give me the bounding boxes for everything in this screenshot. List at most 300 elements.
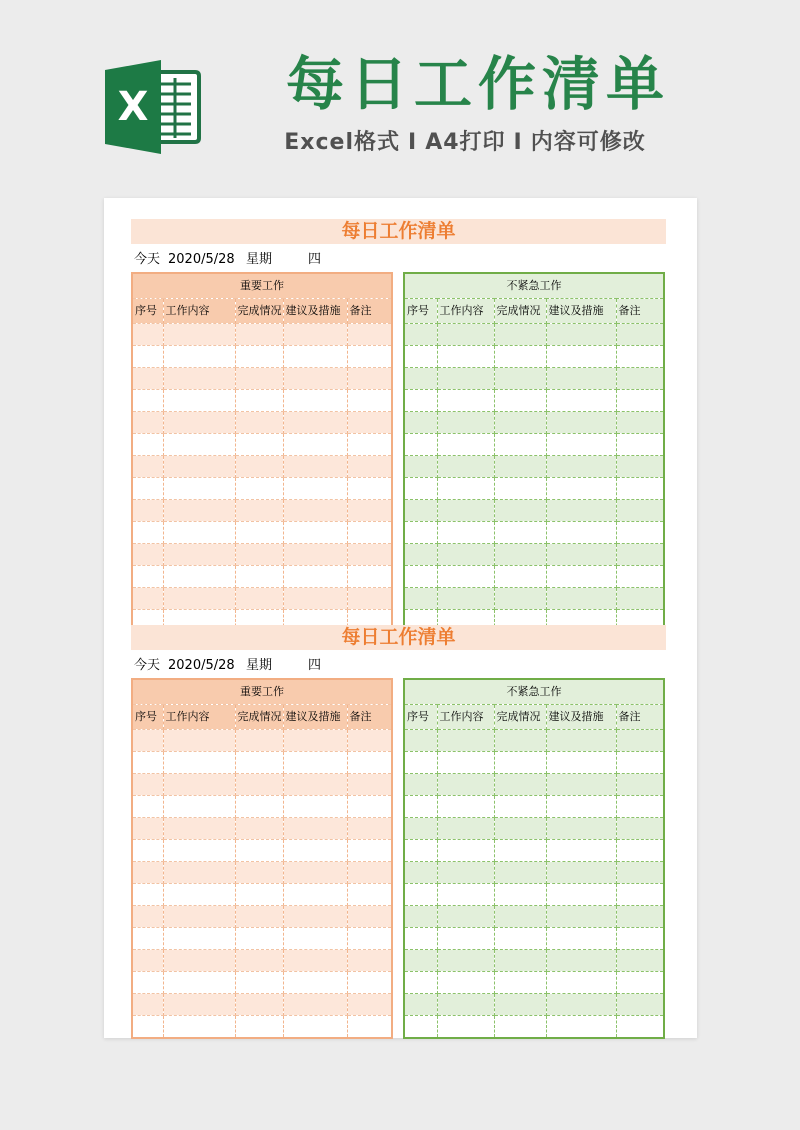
table-cell[interactable] (347, 390, 392, 412)
table-cell[interactable] (347, 566, 392, 588)
table-cell[interactable] (347, 862, 392, 884)
table-cell[interactable] (347, 522, 392, 544)
table-cell[interactable] (616, 324, 664, 346)
table-cell[interactable] (437, 774, 494, 796)
table-cell[interactable] (616, 368, 664, 390)
table-cell[interactable] (546, 500, 616, 522)
table-cell[interactable] (283, 522, 347, 544)
table-cell[interactable] (494, 950, 546, 972)
col-header-remark: 备注 (616, 705, 664, 730)
table-cell[interactable] (283, 884, 347, 906)
table-cell[interactable] (163, 862, 235, 884)
table-cell[interactable] (235, 818, 283, 840)
table-cell[interactable] (347, 752, 392, 774)
table-cell[interactable] (616, 994, 664, 1016)
table-cell[interactable] (163, 928, 235, 950)
table-cell[interactable] (616, 346, 664, 368)
table-cell[interactable] (283, 566, 347, 588)
date-label: 今天 (134, 252, 161, 267)
table-cell[interactable] (404, 478, 437, 500)
nonurgent-work-table (403, 272, 665, 633)
table-cell[interactable] (616, 972, 664, 994)
table-cell[interactable] (163, 994, 235, 1016)
table-cell[interactable] (347, 324, 392, 346)
table-cell[interactable] (283, 324, 347, 346)
table-cell[interactable] (546, 818, 616, 840)
table-cell[interactable] (437, 434, 494, 456)
table-cell[interactable] (163, 456, 235, 478)
table-cell[interactable] (404, 818, 437, 840)
table-cell[interactable] (404, 434, 437, 456)
table-cell[interactable] (235, 434, 283, 456)
weekday-value[interactable]: 四 (308, 252, 322, 267)
table-cell[interactable] (283, 752, 347, 774)
table-cell[interactable] (132, 522, 163, 544)
table-cell[interactable] (163, 478, 235, 500)
table-cell[interactable] (163, 368, 235, 390)
table-cell[interactable] (163, 500, 235, 522)
table-cell[interactable] (132, 500, 163, 522)
table-cell[interactable] (347, 346, 392, 368)
table-cell[interactable] (437, 390, 494, 412)
table-cell[interactable] (132, 456, 163, 478)
table-cell[interactable] (163, 884, 235, 906)
table-cell[interactable] (132, 434, 163, 456)
table-cell[interactable] (494, 796, 546, 818)
table-cell[interactable] (494, 456, 546, 478)
table-cell[interactable] (546, 796, 616, 818)
table-cell[interactable] (546, 478, 616, 500)
table-cell[interactable] (494, 412, 546, 434)
table-cell[interactable] (494, 434, 546, 456)
table-cell[interactable] (235, 324, 283, 346)
table-cell[interactable] (163, 324, 235, 346)
table-cell[interactable] (546, 862, 616, 884)
table-cell[interactable] (546, 928, 616, 950)
table-cell[interactable] (283, 456, 347, 478)
table-cell[interactable] (235, 730, 283, 752)
table-cell[interactable] (132, 884, 163, 906)
table-cell[interactable] (283, 730, 347, 752)
table-cell[interactable] (494, 884, 546, 906)
table-cell[interactable] (283, 774, 347, 796)
table-cell[interactable] (132, 324, 163, 346)
table-cell[interactable] (163, 796, 235, 818)
table-cell[interactable] (283, 434, 347, 456)
table-cell[interactable] (163, 752, 235, 774)
table-cell[interactable] (437, 796, 494, 818)
table-cell[interactable] (404, 884, 437, 906)
table-cell[interactable] (437, 994, 494, 1016)
table-cell[interactable] (347, 368, 392, 390)
table-cell[interactable] (347, 412, 392, 434)
table-cell[interactable] (163, 522, 235, 544)
table-cell[interactable] (437, 906, 494, 928)
table-cell[interactable] (404, 928, 437, 950)
table-cell[interactable] (347, 796, 392, 818)
table-cell[interactable] (283, 1016, 347, 1039)
table-cell[interactable] (404, 752, 437, 774)
col-header-remark: 备注 (347, 705, 392, 730)
table-cell[interactable] (347, 730, 392, 752)
table-cell[interactable] (235, 1016, 283, 1039)
nonurgent-table-title: 不紧急工作 (404, 679, 664, 705)
table-cell[interactable] (235, 774, 283, 796)
table-cell[interactable] (616, 752, 664, 774)
table-cell[interactable] (494, 368, 546, 390)
table-cell[interactable] (235, 994, 283, 1016)
table-cell[interactable] (546, 884, 616, 906)
table-cell[interactable] (132, 994, 163, 1016)
table-cell[interactable] (235, 950, 283, 972)
table-cell[interactable] (283, 500, 347, 522)
table-cell[interactable] (404, 412, 437, 434)
table-cell[interactable] (437, 730, 494, 752)
table-cell[interactable] (283, 368, 347, 390)
table-cell[interactable] (404, 324, 437, 346)
table-cell[interactable] (283, 390, 347, 412)
table-cell[interactable] (163, 544, 235, 566)
table-cell[interactable] (404, 522, 437, 544)
table-cell[interactable] (132, 928, 163, 950)
subtitle-editable: 内容可修改 (530, 130, 646, 155)
table-cell[interactable] (132, 390, 163, 412)
table-cell[interactable] (404, 840, 437, 862)
table-cell[interactable] (494, 972, 546, 994)
table-row (404, 752, 664, 774)
table-cell[interactable] (616, 906, 664, 928)
table-row (404, 434, 664, 456)
table-cell[interactable] (546, 368, 616, 390)
table-cell[interactable] (546, 774, 616, 796)
table-cell[interactable] (546, 566, 616, 588)
table-cell[interactable] (546, 840, 616, 862)
table-cell[interactable] (132, 774, 163, 796)
table-cell[interactable] (283, 950, 347, 972)
table-cell[interactable] (616, 840, 664, 862)
table-cell[interactable] (616, 500, 664, 522)
table-cell[interactable] (163, 972, 235, 994)
table-cell[interactable] (132, 412, 163, 434)
table-cell[interactable] (546, 434, 616, 456)
table-cell[interactable] (235, 862, 283, 884)
subtitle-separator: I (408, 130, 418, 155)
table-cell[interactable] (437, 752, 494, 774)
table-cell[interactable] (347, 884, 392, 906)
table-cell[interactable] (132, 346, 163, 368)
table-cell[interactable] (616, 818, 664, 840)
table-cell[interactable] (235, 928, 283, 950)
col-header-remark: 备注 (616, 299, 664, 324)
table-cell[interactable] (235, 566, 283, 588)
table-cell[interactable] (132, 950, 163, 972)
table-cell[interactable] (546, 994, 616, 1016)
table-cell[interactable] (404, 1016, 437, 1039)
table-cell[interactable] (494, 390, 546, 412)
table-cell[interactable] (494, 840, 546, 862)
table-cell[interactable] (494, 544, 546, 566)
table-cell[interactable] (437, 818, 494, 840)
table-row (404, 522, 664, 544)
table-cell[interactable] (347, 928, 392, 950)
table-cell[interactable] (132, 796, 163, 818)
table-cell[interactable] (616, 928, 664, 950)
table-cell[interactable] (163, 818, 235, 840)
weekday-label: 星期 (246, 252, 273, 267)
table-cell[interactable] (163, 840, 235, 862)
table-cell[interactable] (437, 324, 494, 346)
table-cell[interactable] (283, 840, 347, 862)
table-cell[interactable] (132, 906, 163, 928)
table-cell[interactable] (163, 566, 235, 588)
table-cell[interactable] (283, 544, 347, 566)
table-cell[interactable] (546, 522, 616, 544)
table-cell[interactable] (404, 368, 437, 390)
table-cell[interactable] (546, 544, 616, 566)
table-cell[interactable] (163, 774, 235, 796)
table-cell[interactable] (235, 522, 283, 544)
table-cell[interactable] (347, 478, 392, 500)
table-cell[interactable] (404, 566, 437, 588)
table-cell[interactable] (494, 346, 546, 368)
table-cell[interactable] (494, 500, 546, 522)
table-cell[interactable] (235, 544, 283, 566)
table-cell[interactable] (347, 972, 392, 994)
table-cell[interactable] (347, 818, 392, 840)
table-cell[interactable] (437, 862, 494, 884)
table-cell[interactable] (616, 478, 664, 500)
table-cell[interactable] (616, 862, 664, 884)
table-cell[interactable] (437, 456, 494, 478)
table-row (404, 478, 664, 500)
table-cell[interactable] (235, 412, 283, 434)
table-cell[interactable] (616, 544, 664, 566)
table-cell[interactable] (283, 994, 347, 1016)
table-cell[interactable] (132, 368, 163, 390)
table-row (132, 456, 392, 478)
table-cell[interactable] (163, 434, 235, 456)
nonurgent-table-title: 不紧急工作 (404, 273, 664, 299)
table-row (132, 1016, 392, 1039)
table-cell[interactable] (283, 412, 347, 434)
table-row (132, 390, 392, 412)
table-cell[interactable] (132, 840, 163, 862)
table-cell[interactable] (283, 478, 347, 500)
table-cell[interactable] (437, 884, 494, 906)
table-cell[interactable] (616, 522, 664, 544)
table-cell[interactable] (235, 478, 283, 500)
table-cell[interactable] (347, 456, 392, 478)
table-cell[interactable] (494, 994, 546, 1016)
table-cell[interactable] (283, 972, 347, 994)
table-cell[interactable] (404, 500, 437, 522)
table-cell[interactable] (347, 840, 392, 862)
table-cell[interactable] (163, 346, 235, 368)
table-row (404, 566, 664, 588)
table-cell[interactable] (347, 434, 392, 456)
table-cell[interactable] (347, 500, 392, 522)
table-cell[interactable] (235, 456, 283, 478)
table-row (132, 840, 392, 862)
table-cell[interactable] (437, 368, 494, 390)
table-cell[interactable] (546, 950, 616, 972)
table-cell[interactable] (404, 950, 437, 972)
table-cell[interactable] (404, 774, 437, 796)
table-cell[interactable] (546, 346, 616, 368)
col-header-status: 完成情况 (235, 705, 283, 730)
table-cell[interactable] (404, 456, 437, 478)
table-cell[interactable] (494, 730, 546, 752)
table-cell[interactable] (235, 500, 283, 522)
table-cell[interactable] (437, 950, 494, 972)
table-cell[interactable] (494, 774, 546, 796)
table-cell[interactable] (494, 818, 546, 840)
table-cell[interactable] (283, 928, 347, 950)
table-cell[interactable] (404, 346, 437, 368)
col-header-no: 序号 (404, 299, 437, 324)
table-cell[interactable] (437, 478, 494, 500)
important-work-table (131, 678, 393, 1039)
table-cell[interactable] (494, 478, 546, 500)
table-cell[interactable] (132, 478, 163, 500)
table-cell[interactable] (437, 346, 494, 368)
table-cell[interactable] (616, 730, 664, 752)
table-cell[interactable] (546, 906, 616, 928)
table-cell[interactable] (347, 544, 392, 566)
nonurgent-work-table (403, 678, 665, 1039)
table-cell[interactable] (546, 972, 616, 994)
table-cell[interactable] (437, 972, 494, 994)
table-cell[interactable] (283, 906, 347, 928)
table-cell[interactable] (283, 818, 347, 840)
table-cell[interactable] (347, 994, 392, 1016)
table-cell[interactable] (163, 412, 235, 434)
table-cell[interactable] (163, 390, 235, 412)
table-row (132, 906, 392, 928)
table-cell[interactable] (132, 1016, 163, 1039)
table-cell[interactable] (494, 522, 546, 544)
table-cell[interactable] (616, 434, 664, 456)
table-cell[interactable] (235, 346, 283, 368)
table-cell[interactable] (132, 730, 163, 752)
table-cell[interactable] (437, 840, 494, 862)
table-row (132, 862, 392, 884)
table-cell[interactable] (546, 412, 616, 434)
table-cell[interactable] (437, 928, 494, 950)
table-cell[interactable] (163, 906, 235, 928)
table-row (132, 324, 392, 346)
weekday-value[interactable]: 四 (308, 658, 322, 673)
col-header-suggestion: 建议及措施 (283, 299, 347, 324)
table-row (132, 500, 392, 522)
table-cell[interactable] (616, 390, 664, 412)
table-cell[interactable] (235, 796, 283, 818)
table-cell[interactable] (616, 774, 664, 796)
table-cell[interactable] (494, 566, 546, 588)
table-cell[interactable] (616, 950, 664, 972)
table-cell[interactable] (404, 972, 437, 994)
table-cell[interactable] (437, 544, 494, 566)
table-cell[interactable] (437, 1016, 494, 1039)
table-cell[interactable] (235, 884, 283, 906)
table-cell[interactable] (404, 862, 437, 884)
table-cell[interactable] (163, 730, 235, 752)
table-cell[interactable] (616, 884, 664, 906)
table-cell[interactable] (235, 752, 283, 774)
table-cell[interactable] (235, 390, 283, 412)
daily-list-section (104, 198, 697, 618)
table-cell[interactable] (404, 994, 437, 1016)
table-row (404, 544, 664, 566)
table-cell[interactable] (404, 796, 437, 818)
table-cell[interactable] (494, 324, 546, 346)
table-cell[interactable] (163, 950, 235, 972)
table-cell[interactable] (437, 412, 494, 434)
table-cell[interactable] (404, 906, 437, 928)
table-cell[interactable] (616, 566, 664, 588)
table-cell[interactable] (347, 950, 392, 972)
table-cell[interactable] (283, 796, 347, 818)
table-cell[interactable] (437, 566, 494, 588)
table-cell[interactable] (132, 752, 163, 774)
col-header-suggestion: 建议及措施 (546, 299, 616, 324)
table-cell[interactable] (235, 840, 283, 862)
table-cell[interactable] (616, 456, 664, 478)
table-cell[interactable] (437, 522, 494, 544)
table-row (404, 906, 664, 928)
table-cell[interactable] (546, 730, 616, 752)
table-cell[interactable] (546, 456, 616, 478)
table-cell[interactable] (494, 906, 546, 928)
table-cell[interactable] (404, 730, 437, 752)
table-cell[interactable] (616, 1016, 664, 1039)
table-cell[interactable] (235, 972, 283, 994)
table-cell[interactable] (235, 368, 283, 390)
table-cell[interactable] (546, 324, 616, 346)
date-value[interactable]: 2020/5/28 (168, 252, 235, 267)
table-cell[interactable] (283, 346, 347, 368)
table-cell[interactable] (132, 972, 163, 994)
table-cell[interactable] (132, 544, 163, 566)
table-cell[interactable] (494, 928, 546, 950)
table-cell[interactable] (347, 1016, 392, 1039)
table-cell[interactable] (546, 1016, 616, 1039)
table-cell[interactable] (132, 818, 163, 840)
table-cell[interactable] (132, 862, 163, 884)
table-cell[interactable] (163, 1016, 235, 1039)
table-cell[interactable] (616, 412, 664, 434)
col-header-no: 序号 (404, 705, 437, 730)
table-cell[interactable] (494, 862, 546, 884)
table-row (404, 862, 664, 884)
table-cell[interactable] (132, 566, 163, 588)
table-cell[interactable] (347, 774, 392, 796)
col-header-no: 序号 (132, 299, 163, 324)
table-cell[interactable] (494, 752, 546, 774)
table-cell[interactable] (404, 390, 437, 412)
table-cell[interactable] (437, 500, 494, 522)
table-cell[interactable] (494, 1016, 546, 1039)
table-cell[interactable] (546, 752, 616, 774)
table-cell[interactable] (404, 544, 437, 566)
table-cell[interactable] (235, 906, 283, 928)
table-cell[interactable] (616, 796, 664, 818)
table-row (132, 544, 392, 566)
table-cell[interactable] (347, 906, 392, 928)
table-cell[interactable] (546, 390, 616, 412)
date-value[interactable]: 2020/5/28 (168, 658, 235, 673)
table-cell[interactable] (283, 862, 347, 884)
